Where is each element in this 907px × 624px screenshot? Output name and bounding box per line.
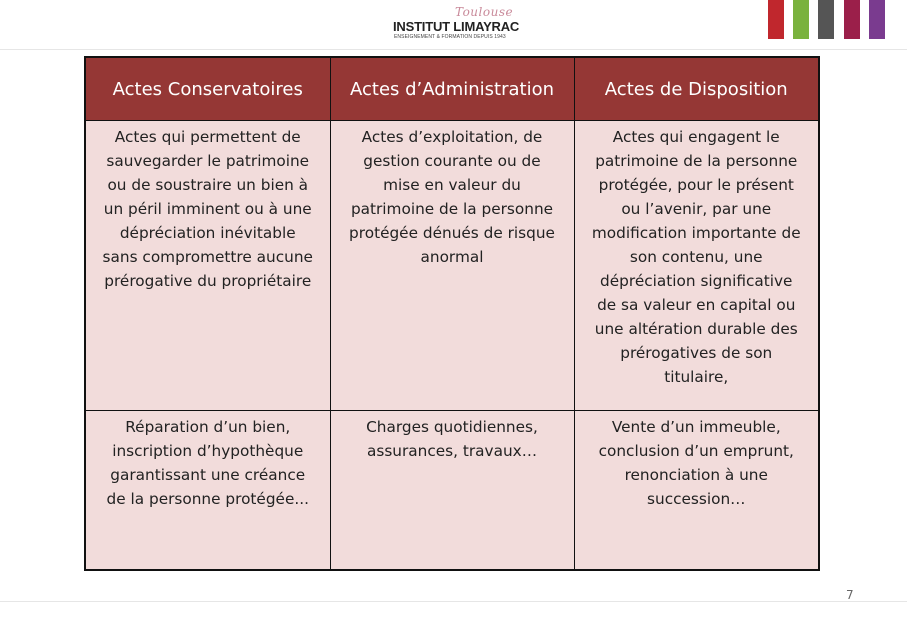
cell-text-line: patrimoine de la personne bbox=[350, 200, 554, 218]
cell-text-line: un péril imminent ou à une bbox=[103, 200, 312, 218]
footer-divider bbox=[0, 601, 907, 602]
cell-text-line: titulaire, bbox=[664, 368, 729, 386]
cell-text-line: protégée dénués de risque bbox=[349, 224, 555, 242]
cell-text-line: succession… bbox=[647, 490, 746, 508]
cell-text-line: une altération durable des bbox=[594, 320, 798, 338]
example-cell-administration bbox=[330, 411, 574, 571]
cell-text-line: ou l’avenir, par une bbox=[621, 200, 772, 218]
cell-text-line: sans compromettre aucune bbox=[102, 248, 313, 266]
color-bar-crimson bbox=[844, 0, 860, 39]
table-row-examples bbox=[85, 411, 819, 571]
example-cell-disposition bbox=[574, 411, 819, 571]
column-header-disposition: Actes de Disposition bbox=[574, 57, 819, 121]
header-divider bbox=[0, 49, 907, 50]
cell-text-line: Charges quotidiennes, bbox=[366, 418, 538, 436]
color-bar-red bbox=[768, 0, 784, 39]
cell-text-line: Actes d’exploitation, de bbox=[361, 128, 543, 146]
institut-limayrac-logo bbox=[393, 5, 523, 42]
definition-cell-conservatoires bbox=[85, 121, 330, 411]
cell-text-line: modification importante de bbox=[591, 224, 801, 242]
cell-text-line: prérogative du propriétaire bbox=[104, 272, 312, 290]
cell-text-line: inscription d’hypothèque bbox=[112, 442, 304, 460]
cell-text-line: Réparation d’un bien, bbox=[125, 418, 291, 436]
definition-cell-disposition bbox=[574, 121, 819, 411]
logo-script-text: Toulouse bbox=[455, 5, 514, 19]
cell-text-line: gestion courante ou de bbox=[363, 152, 541, 170]
cell-text-line: patrimoine de la personne bbox=[595, 152, 798, 170]
color-bar-grey bbox=[818, 0, 834, 39]
cell-text-line: protégée, pour le présent bbox=[598, 176, 794, 194]
cell-text-line: de la personne protégée... bbox=[106, 490, 309, 508]
cell-text-line: sauvegarder le patrimoine bbox=[106, 152, 310, 170]
cell-text-line: de sa valeur en capital ou bbox=[597, 296, 796, 314]
cell-text-line: conclusion d’un emprunt, bbox=[598, 442, 794, 460]
cell-text-line: anormal bbox=[420, 248, 484, 266]
logo-name: INSTITUT LIMAYRAC bbox=[393, 19, 520, 34]
cell-text-line: dépréciation significative bbox=[600, 272, 793, 290]
cell-text-line: Actes qui engagent le bbox=[612, 128, 780, 146]
table-row-definitions bbox=[85, 121, 819, 411]
cell-text-line: mise en valeur du bbox=[383, 176, 521, 194]
color-bar-green bbox=[793, 0, 809, 39]
cell-text-line: renonciation à une bbox=[624, 466, 768, 484]
column-header-administration: Actes d’Administration bbox=[330, 57, 574, 121]
cell-text-line: Actes qui permettent de bbox=[114, 128, 301, 146]
acts-comparison-table bbox=[84, 56, 820, 571]
cell-text-line: Vente d’un immeuble, bbox=[611, 418, 781, 436]
cell-text-line: garantissant une créance bbox=[110, 466, 306, 484]
cell-text-line: dépréciation inévitable bbox=[119, 224, 296, 242]
example-cell-conservatoires bbox=[85, 411, 330, 571]
column-header-conservatoires: Actes Conservatoires bbox=[85, 57, 330, 121]
page-number: 7 bbox=[846, 588, 854, 602]
definition-cell-administration bbox=[330, 121, 574, 411]
table-header-row bbox=[85, 57, 819, 121]
cell-text-line: ou de soustraire un bien à bbox=[107, 176, 309, 194]
cell-text-line: prérogatives de son bbox=[620, 344, 773, 362]
cell-text-line: assurances, travaux… bbox=[366, 442, 537, 460]
cell-text-line: son contenu, une bbox=[629, 248, 763, 266]
color-bar-purple bbox=[869, 0, 885, 39]
logo-tagline: ENSEIGNEMENT & FORMATION DEPUIS 1943 bbox=[394, 34, 506, 40]
